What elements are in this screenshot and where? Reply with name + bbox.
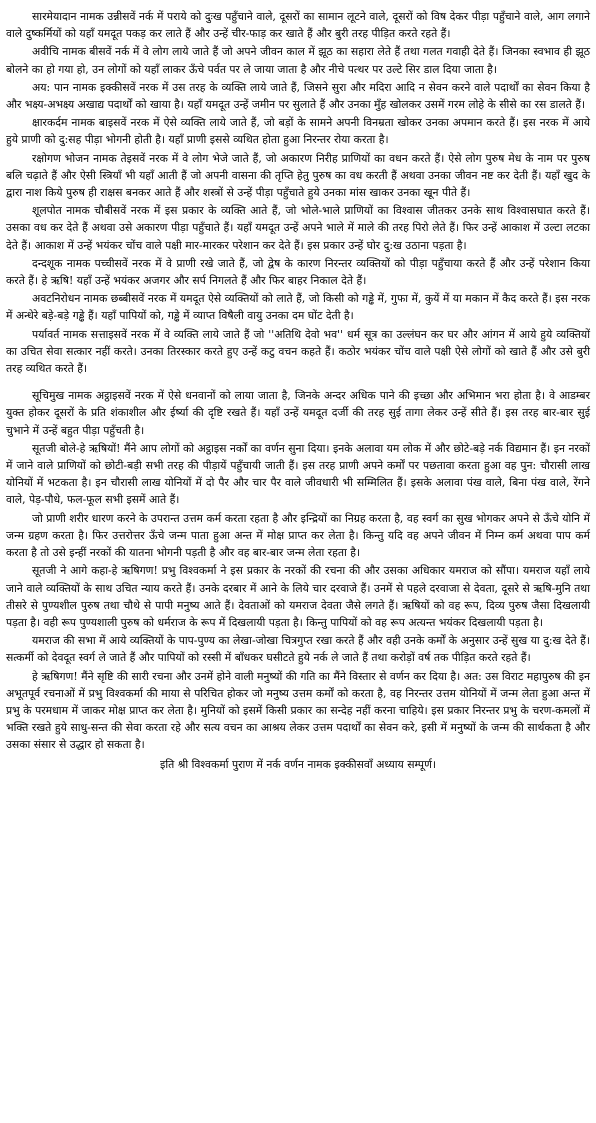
paragraph-naraka-19: सारमेयादान नामक उन्नीसवें नर्क में पराये को दुःख पहुँचाने वाले, दूसरों का सामान लूटने वाले, दूसरों को विष देकर पीड़ा पहुँचाने वाले, आग लगाने वाले दुष्कर्मियों को यहाँ यमदूत पकड़ कर लाते हैं और उन्हें चीर-फाड़ कर खाते हैं और बुरी तरह पीड़ित करते रहते हैं। (6, 10, 590, 41)
paragraph-naraka-23: रक्षोगण भोजन नामक तेइसवें नरक में वे लोग भेजे जाते हैं, जो अकारण निरीह प्राणियों का वधन करते हैं। ऐसे लोग पुरुष मेध के नाम पर पुरुष बलि चढ़ाते हैं और ऐसी स्त्रियाँ भी यहाँ आती हैं जो अपनी वासना की तृप्ति हेतु पुरुष का वध करती हैं अथवा उनका जीवन नष्ट कर देती हैं। यहाँ खुद के द्वारा नाश किये पुरुष ही राक्षस बनकर आते हैं और शस्त्रों से उन्हें पीड़ा पहुँचाते हुये उनका मांस खाकर उनका खून पीते हैं। (6, 151, 590, 200)
paragraph-yamaraj-court: सूतजी ने आगे कहा-हे ऋषिगण! प्रभु विश्वकर्मा ने इस प्रकार के नरकों की रचना की और उसका अधिकार यमराज को सौंपा। यमराज यहाँ लाये जाने वाले व्यक्तियों के साथ उचित न्याय करते हैं। उनके दरबार में आने के लिये चार दरवाजे हैं। उनमें से पहले दरवाजा से देवता, दूसरे से ऋषि-मुनि तथा तीसरे से पुण्यशील पुरुष तथा चौथे से पापी मनुष्य आते हैं। देवताओं को यमराज देवता जैसे लगते हैं। ऋषियों को वह रूप, दिव्य पुरुष जैसा दिखलायी पड़ता है। वही रूप पुण्यशाली पुरुष को धर्मराज के रूप में दिखलायी पड़ता है। किन्तु पापियों को वह रूप अत्यन्त भयंकर दिखलायी पड़ता है। (6, 564, 590, 629)
paragraph-naraka-28: सूचिमुख नामक अट्ठाइसवें नरक में ऐसे धनवानों को लाया जाता है, जिनके अन्दर अधिक पाने की इच्छा और अभिमान भरा होता है। वे आडम्बर युक्त होकर दूसरों के प्रति शंकाशील और ईर्ष्या की दृष्टि रखते हैं। यहाँ उन्हें यमदूत दर्जी की तरह सुई तागा लेकर उन्हें सीते हैं। इस तरह बार-बार सुई चुभाने में उन्हें बहुत पीड़ा पहुँचती है। (6, 389, 590, 437)
paragraph-chitragupta: यमराज की सभा में आये व्यक्तियों के पाप-पुण्य का लेखा-जोखा चित्रगुप्त रखा करते हैं और वही उनके कर्मों के अनुसार उन्हें सुख या दु:ख देते हैं। सत्कर्मी को देवदूत स्वर्ग ले जाते हैं और पापियों को रस्सी में बाँधकर घसीटते हुये नर्क ले जाते हैं तथा करोड़ों वर्ष तक पीड़ित करते रहते हैं। (6, 634, 590, 665)
paragraph-naraka-22: क्षारकर्दम नामक बाइसवें नरक में ऐसे व्यक्ति लाये जाते हैं, जो बड़ों के सामने अपनी विनम्रता खोकर उनका अपमान करते हैं। इस नरक में आये हुये प्राणी को दु:सह पीड़ा भोगनी होती है। यहाँ प्राणी इससे व्यथित होता हुआ निरन्तर रोया करता है। (6, 116, 590, 147)
paragraph-naraka-24: शूलपोत नामक चौबीसवें नरक में इस प्रकार के व्यक्ति आते हैं, जो भोले-भाले प्राणियों का विश्वास जीतकर उनके साथ विश्वासघात करते हैं। उसका वध कर देते हैं अथवा उसे अकारण पीड़ा पहुँचाते हैं। यहाँ यमदूत उन्हें अपने भाले में माले की तरह पिरो लेते हैं। फिर उन्हें आकाश में उल्टा लटका देते हैं। आकाश में उन्हें भयंकर चोंच वाले पक्षी मार-मारकर परेशान कर देते हैं। इस प्रकार उन्हें घोर दु:ख उठाना पड़ता है। (6, 204, 590, 252)
paragraph-naraka-21: अय: पान नामक इक्कीसवें नरक में उस तरह के व्यक्ति लाये जाते हैं, जिसने सुरा और मदिरा आदि न सेवन करने वाले पदार्थों का सेवन किया है और भक्ष्य-अभक्ष्य अखाद्य पदार्थों को खाया है। यहाँ यमदूत उन्हें जमीन पर सुलाते हैं और उनका मुँह खोलकर उसमें गरम लोहे के सीसे का रस डालते हैं। (6, 80, 590, 112)
paragraph-naraka-25: दन्दशूक नामक पच्चीसवें नरक में वे प्राणी रखे जाते हैं, जो द्वेष के कारण निरन्तर व्यक्तियों को पीड़ा पहुँचाया करते हैं और उन्हें परेशान किया करते हैं। हे ऋषि! यहाँ उन्हें भयंकर अजगर और सर्प निगलते हैं और फिर बाहर निकाल देते हैं। (6, 256, 590, 288)
paragraph-naraka-26: अवटनिरोधन नामक छब्बीसवें नरक में यमदूत ऐसे व्यक्तियों को लाते हैं, जो किसी को गड्ढे में, गुफा में, कुयें में या मकान में कैद करते हैं। इस नरक में अन्धेरे बड़े-बड़े गड्ढे हैं। यहाँ पापियों को, गड्ढे में व्याप्त विषैली वायु उनका दम घोंट देती है। (6, 292, 590, 323)
paragraph-conclusion: हे ऋषिगण! मैंने सृष्टि की सारी रचना और उनमें होने वाली मनुष्यों की गति का मैंने विस्तार से वर्णन कर दिया है। अत: उस विराट महापुरुष की इन अभूतपूर्व रचनाओं में प्रभु विश्वकर्मा की माया से परिचित होकर जो मनुष्य उत्तम कर्मों को करता है, वह निरन्तर उत्तम योनियों में जन्म लेता हुआ अन्त में प्रभु के परमधाम में जाकर मोक्ष प्राप्त कर लेता है। मुनियों को इसमें किसी प्रकार का सन्देह नहीं करना चाहिये। इस प्रकार निरन्तर प्रभु के चरण-कमलों में भक्ति रखते हुये साधु-सन्त की सेवा करता रहे और सत्य वचन का आश्रय लेकर उत्तम पदार्थों का सेवन करे, इसी में मनुष्यों के जन्म की सार्थकता है और उसका संसार से उद्धार हो सकता है। (6, 669, 590, 752)
chapter-closing-line: इति श्री विश्वकर्मा पुराण में नर्क वर्णन नामक इक्कीसवाँ अध्याय सम्पूर्ण। (160, 757, 436, 771)
paragraph-naraka-20: अवीचि नामक बीसवें नर्क में वे लोग लाये जाते हैं जो अपने जीवन काल में झूठ का सहारा लेते हैं तथा गलत गवाही देते हैं। जिनका स्वभाव ही झूठ बोलने का हो गया हो, उन लोगों को यहाँ लाकर ऊँचे पर्वत पर ले जाया जाता है और नीचे पत्थर पर उल्टे सिर डाल दिया जाता है। (6, 45, 590, 76)
paragraph-sutaji-summary: सूतजी बोले-हे ऋषियों! मैंने आप लोगों को अट्ठाइस नर्कों का वर्णन सुना दिया। इनके अलावा यम लोक में और छोटे-बड़े नर्क विद्यमान हैं। इन नरकों में जाने वाले प्राणियों को छोटी-बड़ी सभी तरह की पीड़ायें पहुँचायी जाती हैं। इस तरह प्राणी अपने कर्मों पर पछतावा करता हुआ वह पुन: चौरासी लाख योनियों में भटकता है। इन चौरासी लाख योनियों में दो पैर और चार पैर वाले जीवधारी भी सम्मिलित हैं। इसके अलावा पंख वाले, बिना पंख वाले, रेंगने वाले, पेड़-पौधे, फल-फूल सभी इसमें आते हैं। (6, 441, 590, 507)
paragraph-karma-rebirth: जो प्राणी शरीर धारण करने के उपरान्त उत्तम कर्म करता रहता है और इन्द्रियों का निग्रह करता है, वह स्वर्ग का सुख भोगकर अपने से ऊँचे योनि में जन्म ग्रहण करता है। फिर उत्तरोत्तर ऊँचे जन्म पाता हुआ अन्त में मोक्ष प्राप्त कर लेता है। किन्तु यदि वह अपने जीवन में निम्न कर्म अथवा पाप कर्म करता है तो उसे इन्हीं नरकों की यातना भोगनी पड़ती है और वह बार-बार जन्म लेता रहता है। (6, 511, 590, 560)
paragraph-naraka-27: पर्यावर्त नामक सत्ताइसवें नरक में वे व्यक्ति लाये जाते हैं जो ''अतिथि देवो भव'' धर्म सूत्र का उल्लंघन कर घर और आंगन में आये हुये व्यक्तियों का उचित सेवा सत्कार नहीं करते। उनका तिरस्कार करते हुए उन्हें कटु वचन कहते हैं। कठोर भयंकर चोंच वाले पक्षी ऐसे लोगों को खाते हैं और उसे बुरी तरह व्यथित करते हैं। (6, 327, 590, 376)
